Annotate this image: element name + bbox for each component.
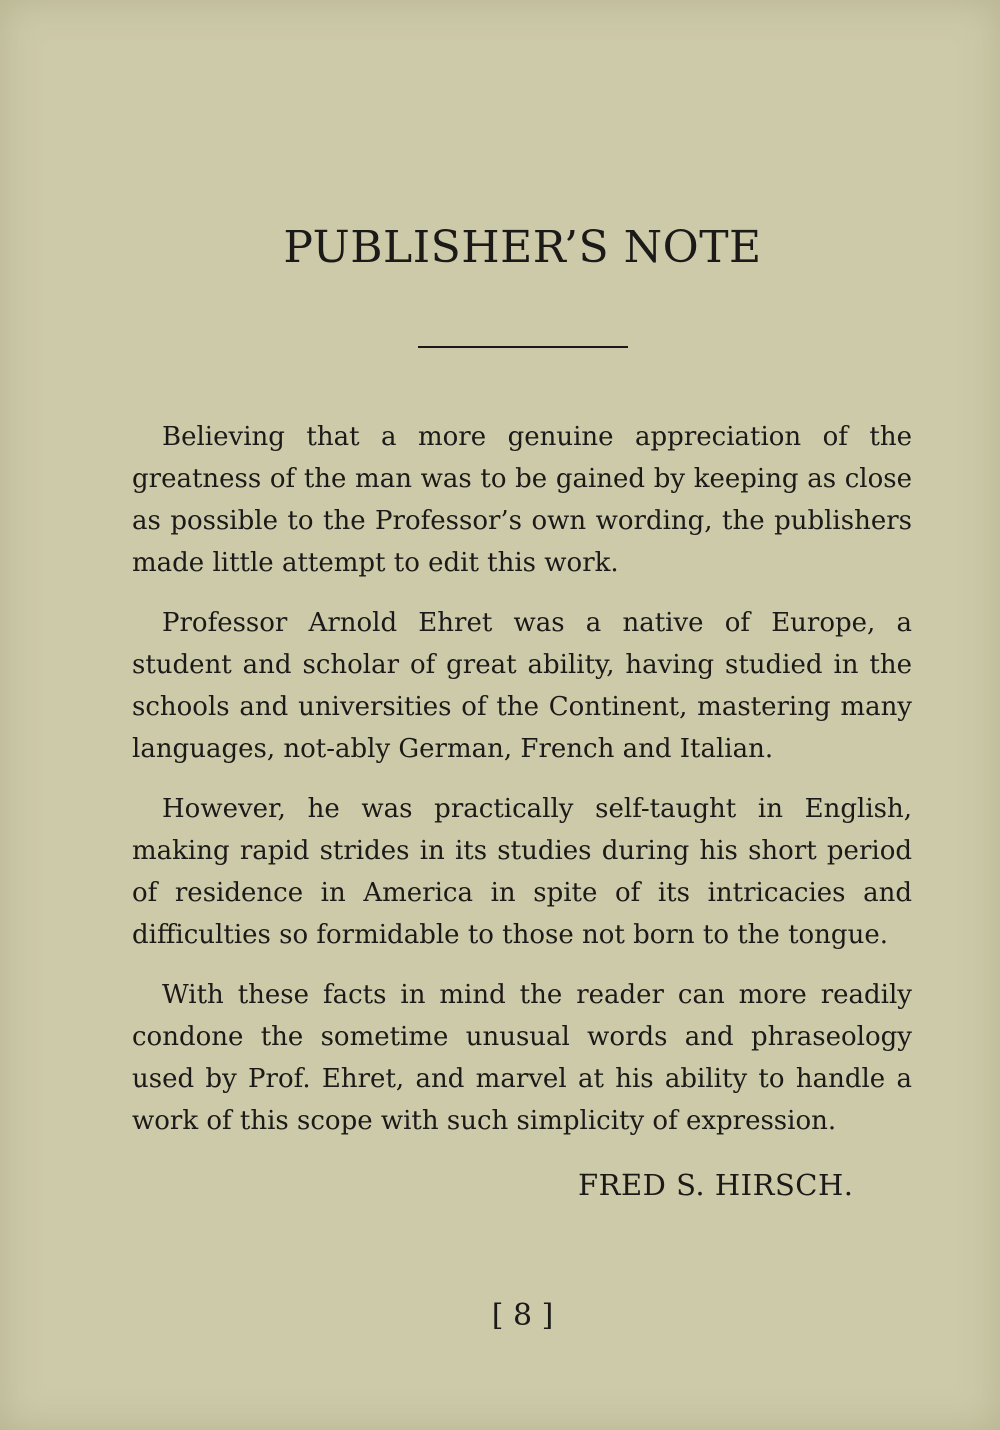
page-number: [ 8 ] bbox=[491, 1298, 554, 1333]
paragraph-3: However, he was practically self-taught in English, making rapid strides in its studies during his short period of residence in America in spite of its intricacies and difficulties so formidable to those not born to the tongue. bbox=[132, 794, 912, 950]
signature: FRED S. HIRSCH. bbox=[578, 1168, 854, 1202]
page-title: PUBLISHER’S NOTE bbox=[283, 222, 762, 273]
note-body bbox=[132, 416, 912, 1160]
paragraph-1: Believing that a more genuine appreciation of the greatness of the man was to be gained by keeping as close as possible to the Professor’s own wording, the publishers made little attempt to edit this work. bbox=[132, 422, 912, 578]
paragraph-2: Professor Arnold Ehret was a native of Europe, a student and scholar of great ability, having studied in the schools and universities of the Continent, mastering many languages, not-ably German, French and Italian. bbox=[132, 608, 912, 764]
title-divider bbox=[418, 346, 628, 348]
paragraph-4: With these facts in mind the reader can more readily condone the sometime unusual words and phraseology used by Prof. Ehret, and marvel at his ability to handle a work of this scope with such simplicity of expression. bbox=[132, 980, 912, 1136]
